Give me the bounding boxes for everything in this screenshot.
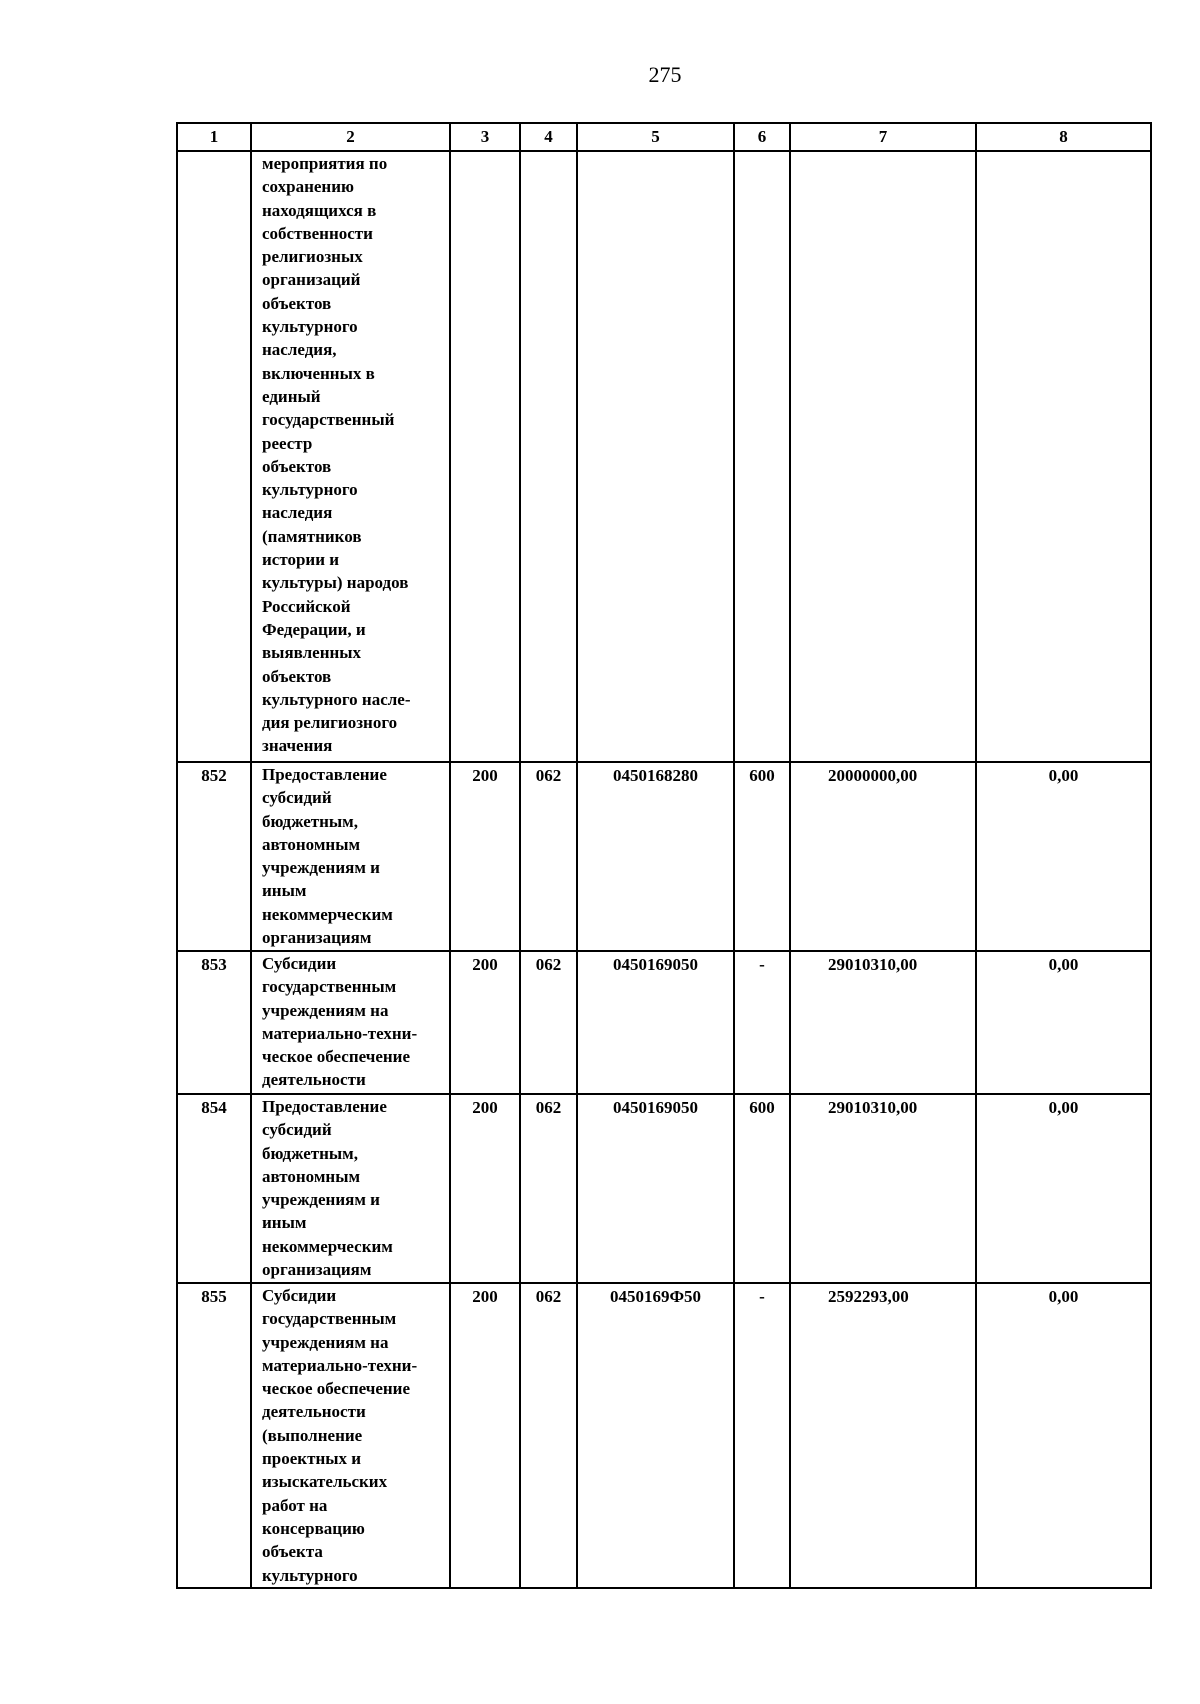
column-header: 7 <box>790 123 976 151</box>
row-code-5 <box>577 151 734 762</box>
column-header: 5 <box>577 123 734 151</box>
table-row <box>177 151 1151 762</box>
budget-table <box>176 122 1152 1589</box>
row-description: Предоставление субсидий бюджетным, автономным учреждениям и иным некоммерческим организациям <box>251 1094 450 1283</box>
table-row <box>177 762 1151 951</box>
table-row <box>177 1283 1151 1588</box>
row-code-4: 062 <box>520 1094 577 1283</box>
row-code-6: 600 <box>734 1094 790 1283</box>
page-number: 275 <box>648 62 682 87</box>
row-code-4 <box>520 151 577 762</box>
column-header: 6 <box>734 123 790 151</box>
row-amount: 29010310,00 <box>790 951 976 1094</box>
column-header: 2 <box>251 123 450 151</box>
row-number: 855 <box>177 1283 251 1588</box>
row-amount-8: 0,00 <box>976 1094 1151 1283</box>
row-code-3 <box>450 151 520 762</box>
row-description: Субсидии государственным учреждениям на материально-техни- ческое обеспечение деятельности (выполнение проектных и изыскательских работ на консервацию объекта культурного <box>251 1283 450 1588</box>
column-header: 4 <box>520 123 577 151</box>
row-number: 853 <box>177 951 251 1094</box>
row-amount: 20000000,00 <box>790 762 976 951</box>
row-code-5: 0450168280 <box>577 762 734 951</box>
row-description: Субсидии государственным учреждениям на материально-техни- ческое обеспечение деятельности <box>251 951 450 1094</box>
row-code-3: 200 <box>450 1094 520 1283</box>
row-code-3: 200 <box>450 762 520 951</box>
row-number <box>177 151 251 762</box>
column-header: 1 <box>177 123 251 151</box>
row-code-6: 600 <box>734 762 790 951</box>
row-code-4: 062 <box>520 762 577 951</box>
row-amount-8: 0,00 <box>976 951 1151 1094</box>
row-code-6: - <box>734 1283 790 1588</box>
column-header: 8 <box>976 123 1151 151</box>
table-row <box>177 951 1151 1094</box>
row-code-3: 200 <box>450 951 520 1094</box>
row-description: мероприятия по сохранению находящихся в собственности религиозных организаций объектов культурного наследия, включенных в единый государственный реестр объектов культурного наследия (памятников истории и культуры) народов Российской Федерации, и выявленных объектов культурного насле- дия религиозного значения <box>251 151 450 762</box>
column-header: 3 <box>450 123 520 151</box>
row-code-4: 062 <box>520 951 577 1094</box>
row-code-6: - <box>734 951 790 1094</box>
row-code-4: 062 <box>520 1283 577 1588</box>
row-amount-8 <box>976 151 1151 762</box>
row-amount: 29010310,00 <box>790 1094 976 1283</box>
row-amount <box>790 151 976 762</box>
table-row <box>177 1094 1151 1283</box>
row-description: Предоставление субсидий бюджетным, автономным учреждениям и иным некоммерческим организациям <box>251 762 450 951</box>
row-number: 854 <box>177 1094 251 1283</box>
row-amount-8: 0,00 <box>976 1283 1151 1588</box>
row-amount: 2592293,00 <box>790 1283 976 1588</box>
row-code-6 <box>734 151 790 762</box>
row-code-5: 0450169050 <box>577 951 734 1094</box>
row-number: 852 <box>177 762 251 951</box>
row-code-3: 200 <box>450 1283 520 1588</box>
row-code-5: 0450169Ф50 <box>577 1283 734 1588</box>
table-header-row <box>177 123 1151 151</box>
row-code-5: 0450169050 <box>577 1094 734 1283</box>
row-amount-8: 0,00 <box>976 762 1151 951</box>
